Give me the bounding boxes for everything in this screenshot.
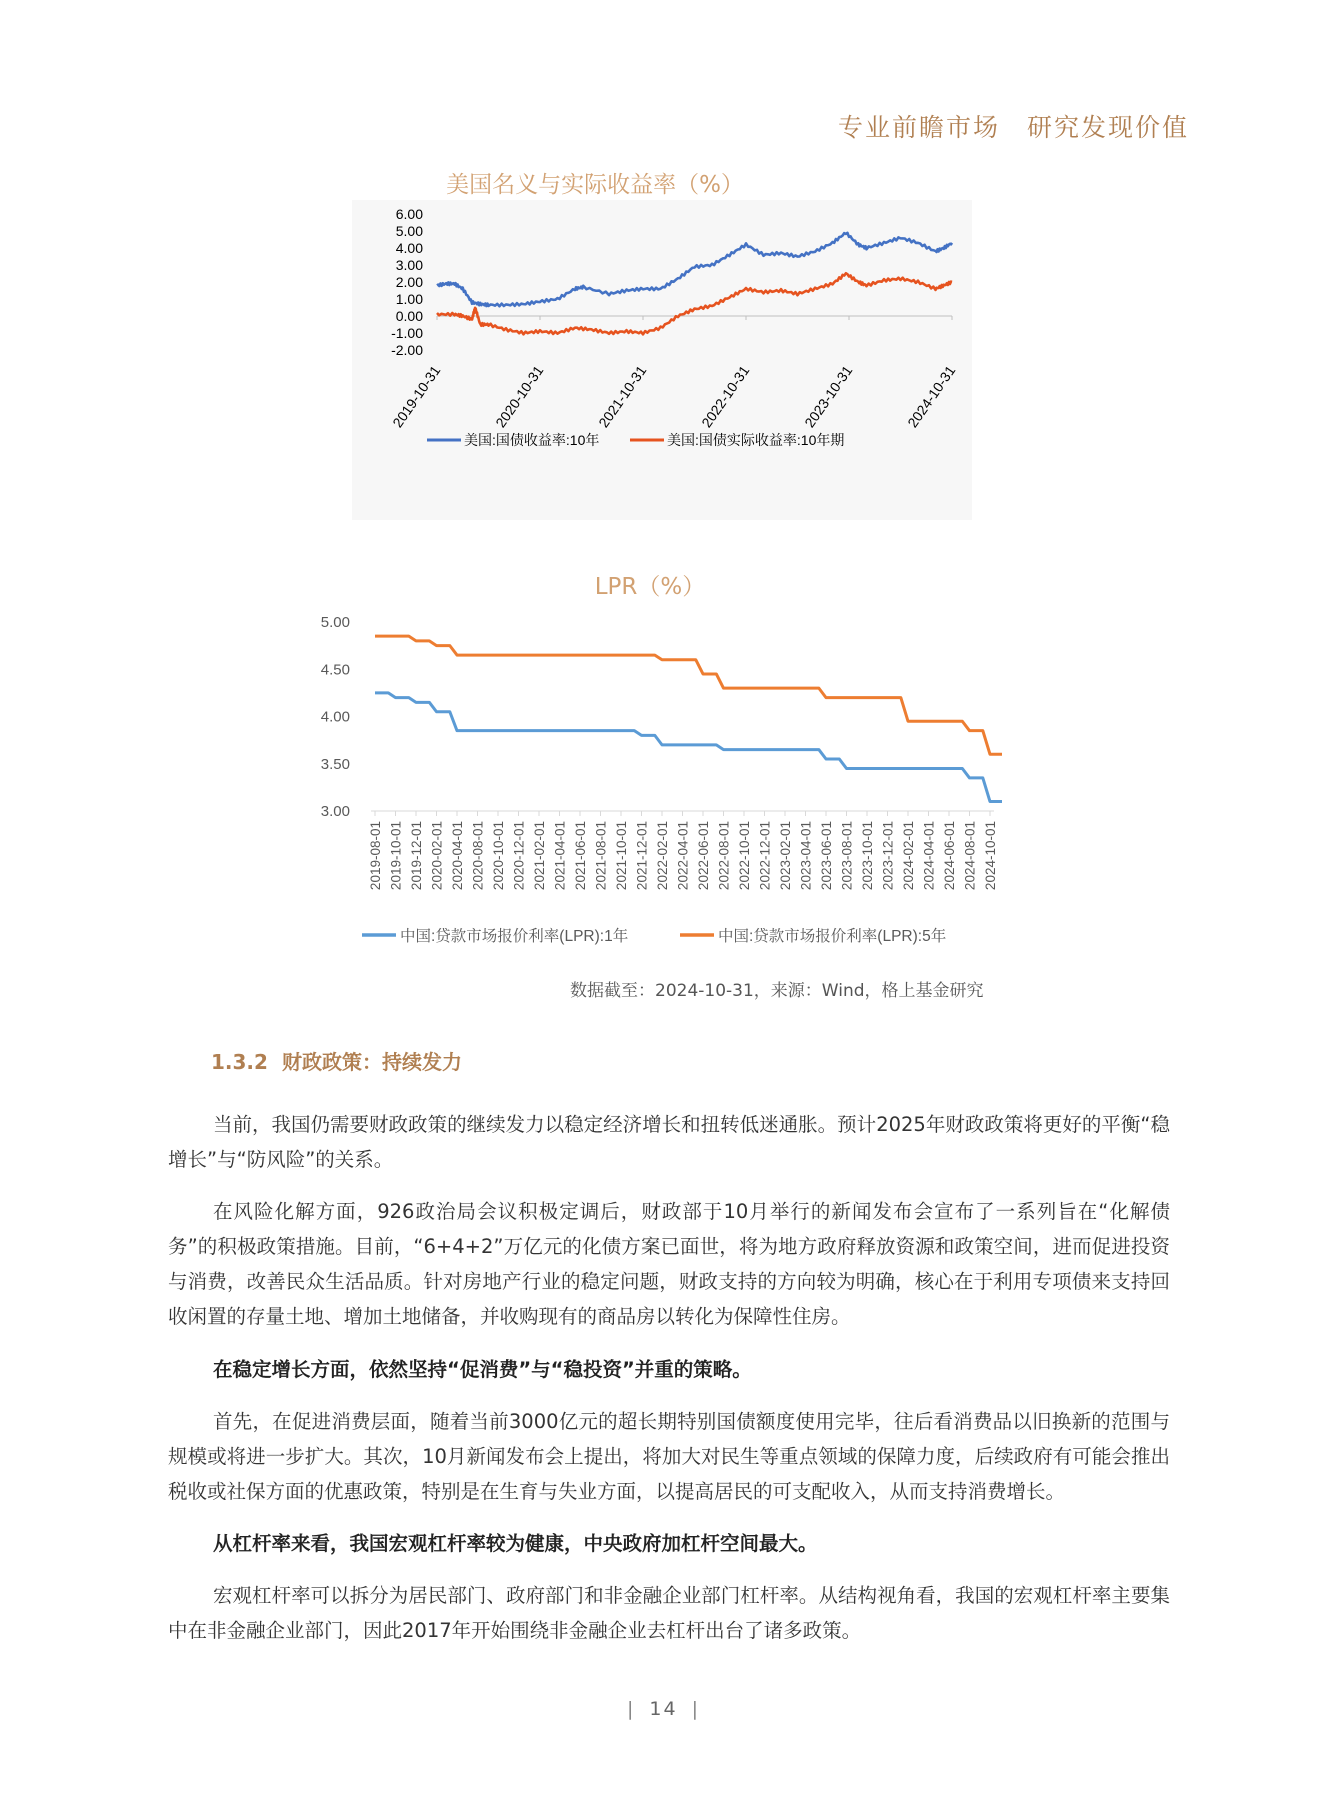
lpr-chart-x-tick: 2023-08-01 (839, 821, 855, 891)
paragraph-1: 当前，我国仍需要财政政策的继续发力以稳定经济增长和扭转低迷通胀。预计2025年财政政策将更好的平衡“稳增长”与“防风险”的关系。 (168, 1113, 1170, 1171)
lpr-chart-x-tick: 2019-12-01 (409, 821, 424, 891)
us-chart-x-tick: 2021-10-31 (595, 362, 650, 431)
us-chart-legend-label: 美国:国债收益率:10年 (464, 432, 600, 448)
us-chart-x-tick: 2022-10-31 (698, 362, 753, 431)
lpr-chart-x-tick: 2023-04-01 (798, 821, 814, 891)
lpr-chart-x-tick: 2020-08-01 (470, 821, 486, 891)
lpr-chart-x-tick: 2022-02-01 (655, 821, 670, 891)
us-chart-y-tick: 1.00 (395, 291, 423, 307)
section-title: 财政政策：持续发力 (281, 1050, 462, 1074)
source-note: 数据截至：2024-10-31，来源：Wind，格上基金研究 (570, 981, 984, 1001)
lpr-chart-x-tick: 2019-10-01 (388, 821, 404, 891)
us-chart-legend-label: 美国:国债实际收益率:10年期 (667, 432, 845, 448)
lpr-chart-y-tick: 3.50 (320, 755, 350, 773)
lpr-chart-x-tick: 2020-02-01 (429, 821, 445, 891)
lpr-chart-x-tick: 2021-10-01 (614, 821, 629, 891)
lpr-chart-legend-label: 中国:贷款市场报价利率(LPR):5年 (718, 928, 947, 945)
lpr-5y-line (375, 636, 1002, 754)
lpr-1y-line (375, 693, 1002, 802)
lpr-chart-x-tick: 2022-04-01 (675, 821, 691, 891)
us-chart-y-tick: 4.00 (395, 240, 423, 256)
paragraph-4: 首先，在促进消费层面，随着当前3000亿元的超长期特别国债额度使用完毕，往后看消费品以旧换新的范围与规模或将进一步扩大。其次，10月新闻发布会上提出，将加大对民生等重点领域的保障力度，后续政府有可能会推出税收或社保方面的优惠政策，特别是在生育与失业方面，以提高居民的可支配收入，从而支持消费增长。 (168, 1410, 1170, 1503)
paragraph-3-bold: 在稳定增长方面，依然坚持“促消费”与“稳投资”并重的策略。 (213, 1358, 752, 1381)
lpr-chart-x-tick: 2022-06-01 (696, 821, 711, 891)
us-chart-y-tick: 5.00 (395, 223, 423, 239)
page-number-value: 14 (649, 1698, 678, 1720)
lpr-chart-x-tick: 2024-10-01 (983, 821, 998, 891)
us-chart-x-tick: 2019-10-31 (389, 362, 444, 431)
lpr-chart-x-tick: 2020-12-01 (511, 821, 527, 891)
lpr-chart-title: LPR（%） (594, 574, 706, 600)
us-chart-background (352, 200, 972, 520)
paragraph-2: 在风险化解方面，926政治局会议积极定调后，财政部于10月举行的新闻发布会宣布了一系列旨在“化解债务”的积极政策措施。目前，“6+4+2”万亿元的化债方案已面世，将为地方政府释放资源和政策空间，进而促进投资与消费，改善民众生活品质。针对房地产行业的稳定问题，财政支持的方向较为明确，核心在于利用专项债来支持回收闲置的存量土地、增加土地储备，并收购现有的商品房以转化为保障性住房。 (168, 1200, 1170, 1328)
lpr-chart-x-tick: 2023-10-01 (860, 821, 875, 891)
us-chart-y-tick: -1.00 (391, 325, 423, 341)
us-chart-y-tick: -2.00 (391, 342, 423, 358)
lpr-chart-y-tick: 4.50 (320, 661, 350, 679)
lpr-chart-x-tick: 2023-06-01 (819, 821, 834, 891)
lpr-chart-x-tick: 2021-02-01 (532, 821, 547, 891)
paragraph-5-bold: 从杠杆率来看，我国宏观杠杆率较为健康，中央政府加杠杆空间最大。 (213, 1532, 818, 1555)
us-chart-x-tick: 2023-10-31 (801, 362, 856, 431)
lpr-chart-legend-label: 中国:贷款市场报价利率(LPR):1年 (400, 928, 629, 945)
lpr-chart-x-tick: 2022-08-01 (716, 821, 732, 891)
lpr-chart-x-tick: 2024-02-01 (901, 821, 916, 891)
page-number (0, 1698, 1327, 1720)
lpr-chart-x-tick: 2022-12-01 (757, 821, 773, 891)
lpr-chart-x-tick: 2020-10-01 (491, 821, 506, 891)
lpr-chart-y-tick: 5.00 (320, 614, 350, 631)
lpr-chart-x-tick: 2021-08-01 (593, 821, 609, 891)
us-chart-y-tick: 6.00 (395, 206, 423, 222)
lpr-chart-x-tick: 2023-12-01 (880, 821, 896, 891)
paragraph-6: 宏观杠杆率可以拆分为居民部门、政府部门和非金融企业部门杠杆率。从结构视角看，我国的宏观杠杆率主要集中在非金融企业部门，因此2017年开始围绕非金融企业去杠杆出台了诸多政策。 (168, 1584, 1170, 1642)
page-divider-left: | (627, 1698, 636, 1720)
us-chart-y-tick: 2.00 (395, 274, 423, 290)
section-heading (211, 1046, 462, 1075)
lpr-chart-x-tick: 2023-02-01 (778, 821, 793, 891)
lpr-chart-x-tick: 2021-04-01 (552, 821, 568, 891)
section-number: 1.3.2 (211, 1050, 268, 1074)
page-divider-right: | (691, 1698, 700, 1720)
lpr-chart-y-tick: 4.00 (320, 708, 350, 726)
lpr-chart-x-tick: 2024-04-01 (921, 821, 937, 891)
lpr-chart-x-tick: 2024-08-01 (962, 821, 978, 891)
lpr-chart-x-tick: 2022-10-01 (737, 821, 752, 891)
lpr-chart-x-tick: 2019-08-01 (368, 821, 383, 891)
lpr-chart-x-tick: 2021-12-01 (634, 821, 650, 891)
us-yield-chart-title: 美国名义与实际收益率（%） (446, 172, 744, 198)
lpr-chart-x-tick: 2020-04-01 (450, 821, 465, 891)
header-slogan: 专业前瞻市场 研究发现价值 (837, 113, 1189, 142)
lpr-chart-x-tick: 2021-06-01 (573, 821, 588, 891)
us-chart-x-tick: 2020-10-31 (492, 362, 547, 431)
us-chart-y-tick: 0.00 (395, 308, 423, 324)
lpr-chart-x-tick: 2024-06-01 (942, 821, 957, 891)
us-chart-y-tick: 3.00 (395, 257, 423, 273)
lpr-chart-y-tick: 3.00 (320, 803, 350, 820)
us-chart-x-tick: 2024-10-31 (904, 362, 959, 431)
lpr-chart (300, 606, 1020, 956)
us-yield-chart (352, 200, 972, 520)
